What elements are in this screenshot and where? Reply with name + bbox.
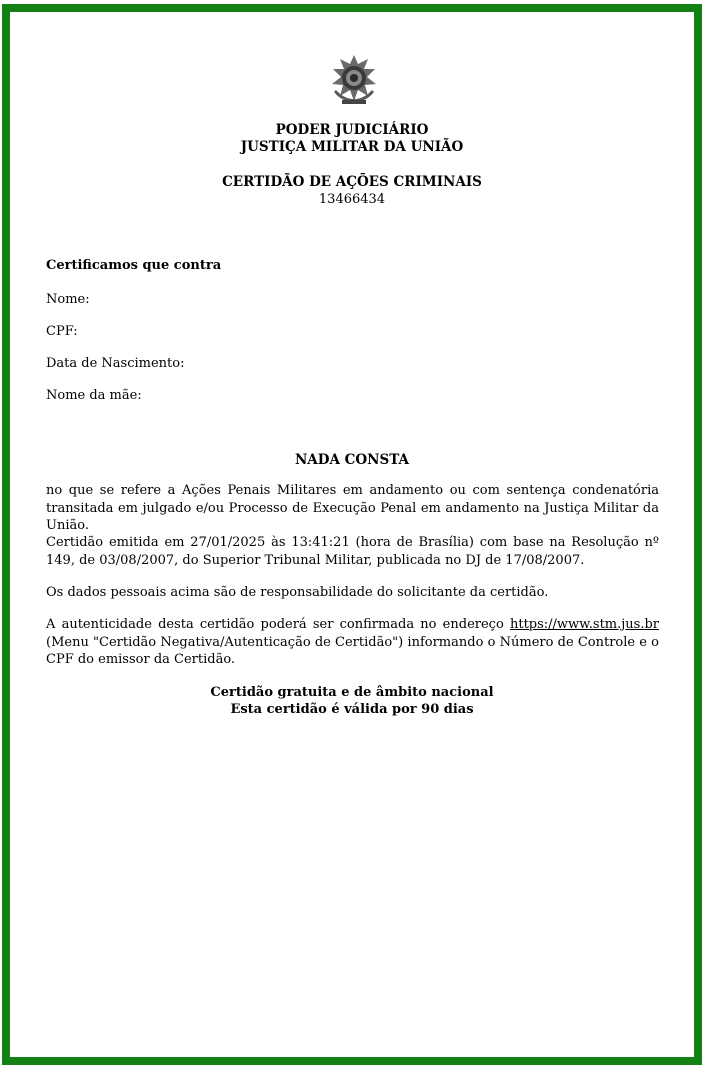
mother-name-label: Nome da mãe:: [46, 388, 142, 403]
birth-date-label: Data de Nascimento:: [46, 356, 185, 371]
name-redaction: [90, 301, 474, 307]
document-number: 13466434: [318, 192, 386, 207]
national-coat-of-arms-icon: [328, 54, 380, 106]
issuer-line-2: JUSTIÇA MILITAR DA UNIÃO: [240, 139, 464, 155]
authenticity-text-end: (Menu "Certidão Negativa/Autenticação de Certidão") informando o Número de Controle e o CPF do emissor da Certidão.: [46, 634, 659, 667]
footer-free-nationwide: Certidão gratuita e de âmbito nacional: [210, 685, 494, 700]
authenticity-text-start: A autenticidade desta certidão poderá ser confirmada no endereço: [46, 617, 510, 632]
footer-validity: Esta certidão é válida por 90 dias: [230, 702, 474, 717]
paragraph-responsibility: Os dados pessoais acima são de responsabilidade do solicitante da certidão.: [46, 585, 549, 600]
certify-intro: Certificamos que contra: [46, 258, 222, 273]
result-heading: NADA CONSTA: [294, 452, 410, 468]
paragraph-issuance: Certidão emitida em 27/01/2025 às 13:41:21 (hora de Brasília) com base na Resolução nº 149, de 03/08/2007, do Superior Tribunal Militar, publicada no DJ de 17/08/2007.: [46, 535, 659, 568]
issuer-heading: [10, 122, 694, 156]
cpf-label: CPF:: [46, 324, 78, 339]
paragraph-scope: no que se refere a Ações Penais Militares em andamento ou com sentença condenatória transitada em julgado e/ou Processo de Execução Penal em andamento na Justiça Militar da União.: [46, 483, 659, 533]
issuer-line-1: PODER JUDICIÁRIO: [275, 122, 429, 138]
name-label: Nome:: [46, 292, 90, 307]
birth-date-redaction: [240, 361, 470, 367]
paragraph-authenticity: [46, 616, 659, 669]
footer-note: [10, 684, 694, 718]
document-title: CERTIDÃO DE AÇÕES CRIMINAIS: [222, 174, 482, 190]
certificate-page: [2, 4, 702, 1065]
stm-website-link[interactable]: https://www.stm.jus.br: [509, 617, 659, 632]
